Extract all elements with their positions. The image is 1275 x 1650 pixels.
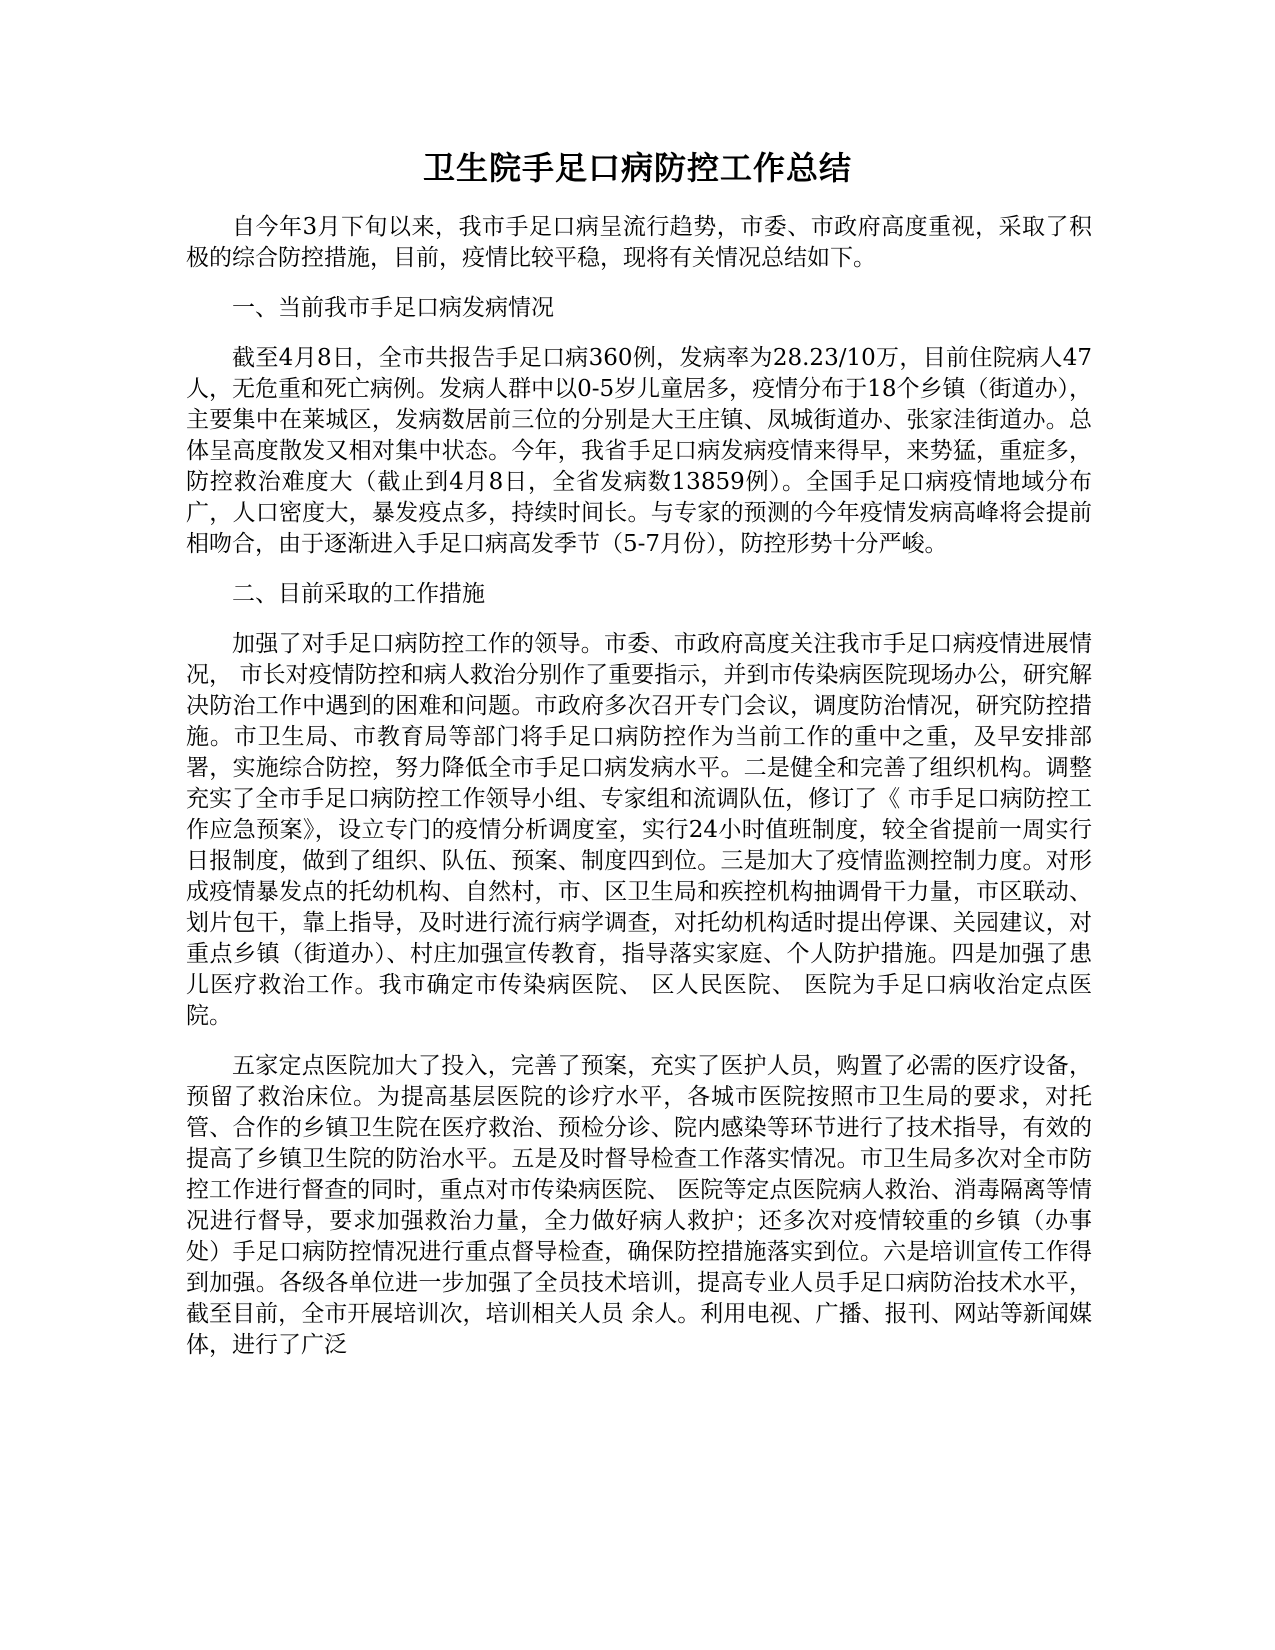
document-body: [186, 212, 1092, 1380]
body-paragraph: 截至4月8日，全市共报告手足口病360例，发病率为28.23/10万，目前住院病人47人，无危重和死亡病例。发病人群中以0-5岁儿童居多，疫情分布于18个乡镇（街道办），主要集中在莱城区，发病数居前三位的分别是大王庄镇、凤城街道办、张家洼街道办。总体呈高度散发又相对集中状态。今年，我省手足口病发病疫情来得早，来势猛，重症多，防控救治难度大（截止到4月8日，全省发病数13859例）。全国手足口病疫情地域分布广，人口密度大，暴发疫点多，持续时间长。与专家的预测的今年疫情发病高峰将会提前相吻合，由于逐渐进入手足口病高发季节（5-7月份），防控形势十分严峻。: [186, 345, 1092, 557]
intro-paragraph: 自今年3月下旬以来，我市手足口病呈流行趋势，市委、市政府高度重视，采取了积极的综合防控措施，目前，疫情比较平稳，现将有关情况总结如下。: [186, 214, 1092, 271]
section-heading-1: 一、当前我市手足口病发病情况: [232, 295, 554, 321]
section-heading-2: 二、目前采取的工作措施: [232, 581, 485, 607]
body-paragraph: 加强了对手足口病防控工作的领导。市委、市政府高度关注我市手足口病疫情进展情况， 市长对疫情防控和病人救治分别作了重要指示，并到市传染病医院现场办公，研究解决防治工作中遇到的困难和问题。市政府多次召开专门会议，调度防治情况，研究防控措施。市卫生局、市教育局等部门将手足口病防控作为当前工作的重中之重，及早安排部署，实施综合防控，努力降低全市手足口病发病水平。二是健全和完善了组织机构。调整充实了全市手足口病防控工作领导小组、专家组和流调队伍，修订了《 市手足口病防控工作应急预案》，设立专门的疫情分析调度室，实行24小时值班制度，较全省提前一周实行日报制度，做到了组织、队伍、预案、制度四到位。三是加大了疫情监测控制力度。对形成疫情暴发点的托幼机构、自然村，市、区卫生局和疾控机构抽调骨干力量，市区联动、划片包干，靠上指导，及时进行流行病学调查，对托幼机构适时提出停课、关园建议，对重点乡镇（街道办）、村庄加强宣传教育，指导落实家庭、个人防护措施。四是加强了患儿医疗救治工作。我市确定市传染病医院、 区人民医院、 医院为手足口病收治定点医院。: [186, 631, 1092, 1029]
body-paragraph: 五家定点医院加大了投入，完善了预案，充实了医护人员，购置了必需的医疗设备，预留了救治床位。为提高基层医院的诊疗水平，各城市医院按照市卫生局的要求，对托管、合作的乡镇卫生院在医疗救治、预检分诊、院内感染等环节进行了技术指导，有效的提高了乡镇卫生院的防治水平。五是及时督导检查工作落实情况。市卫生局多次对全市防控工作进行督查的同时，重点对市传染病医院、 医院等定点医院病人救治、消毒隔离等情况进行督导，要求加强救治力量，全力做好病人救护；还多次对疫情较重的乡镇（办事处）手足口病防控情况进行重点督导检查，确保防控措施落实到位。六是培训宣传工作得到加强。各级各单位进一步加强了全员技术培训，提高专业人员手足口病防治技术水平，截至目前，全市开展培训次，培训相关人员 余人。利用电视、广播、报刊、网站等新闻媒体，进行了广泛: [186, 1053, 1092, 1358]
document-title: 卫生院手足口病防控工作总结: [422, 149, 852, 187]
